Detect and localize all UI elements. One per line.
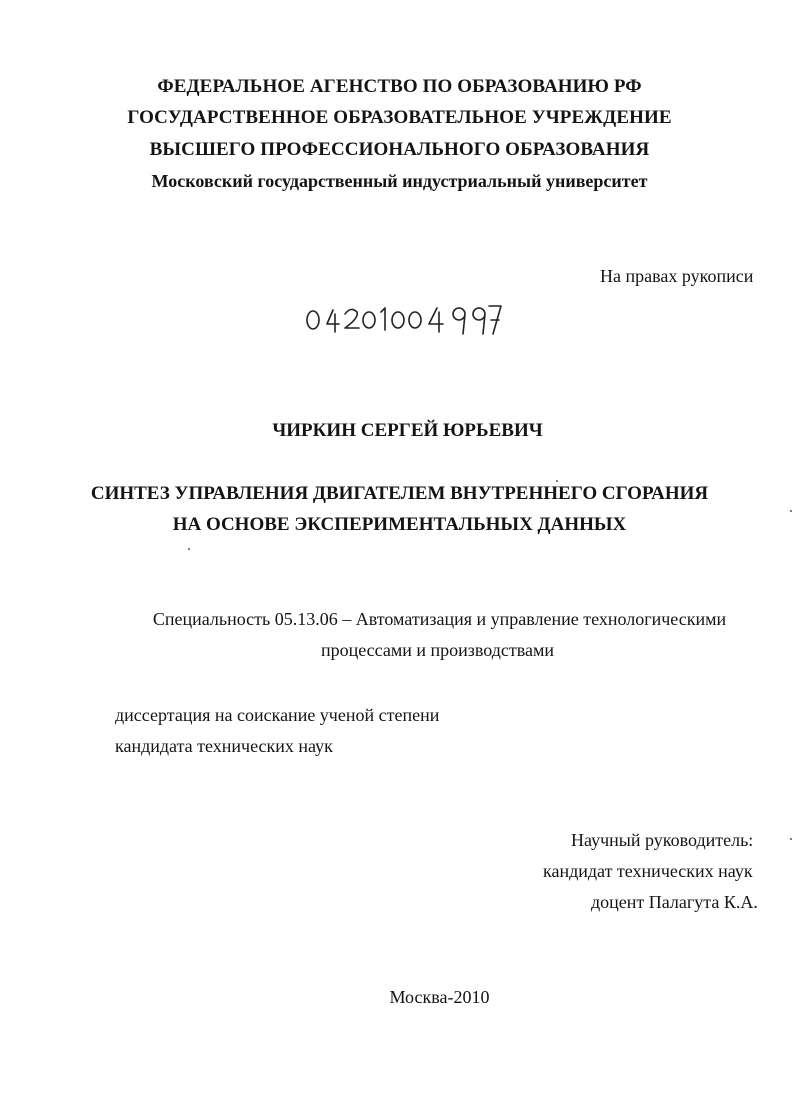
supervisor-degree: кандидат технических наук [543, 861, 753, 881]
scan-speck [790, 510, 792, 512]
supervisor-name: доцент Палагута К.А. [591, 892, 758, 912]
institution-line-3: ВЫСШЕГО ПРОФЕССИОНАЛЬНОГО ОБРАЗОВАНИЯ [149, 139, 650, 160]
title-line-2: НА ОСНОВЕ ЭКСПЕРИМЕНТАЛЬНЫХ ДАННЫХ [172, 514, 627, 535]
university-name: Московский государственный индустриальный университет [151, 171, 648, 191]
degree-line-1: диссертация на соискание ученой степени [115, 705, 440, 725]
specialty-line-2: процессами и производствами [320, 640, 555, 660]
handwritten-number [303, 292, 503, 342]
institution-line-1: ФЕДЕРАЛЬНОЕ АГЕНСТВО ПО ОБРАЗОВАНИЮ РФ [157, 76, 642, 97]
scan-speck [188, 548, 190, 550]
title-line-1: СИНТЕЗ УПРАВЛЕНИЯ ДВИГАТЕЛЕМ ВНУТРЕННЕГО СГОРАНИЯ [90, 483, 709, 504]
degree-line-2: кандидата технических наук [115, 736, 333, 756]
institution-line-2: ГОСУДАРСТВЕННОЕ ОБРАЗОВАТЕЛЬНОЕ УЧРЕЖДЕНИЕ [127, 107, 672, 128]
supervisor-label: Научный руководитель: [571, 830, 754, 850]
specialty-line-1: Специальность 05.13.06 – Автоматизация и управление технологическими [152, 609, 727, 629]
city-year: Москва-2010 [389, 987, 490, 1007]
author-name: ЧИРКИН СЕРГЕЙ ЮРЬЕВИЧ [272, 420, 543, 441]
manuscript-rights: На правах рукописи [600, 266, 754, 286]
scan-speck [556, 480, 558, 482]
scan-speck [790, 838, 792, 840]
